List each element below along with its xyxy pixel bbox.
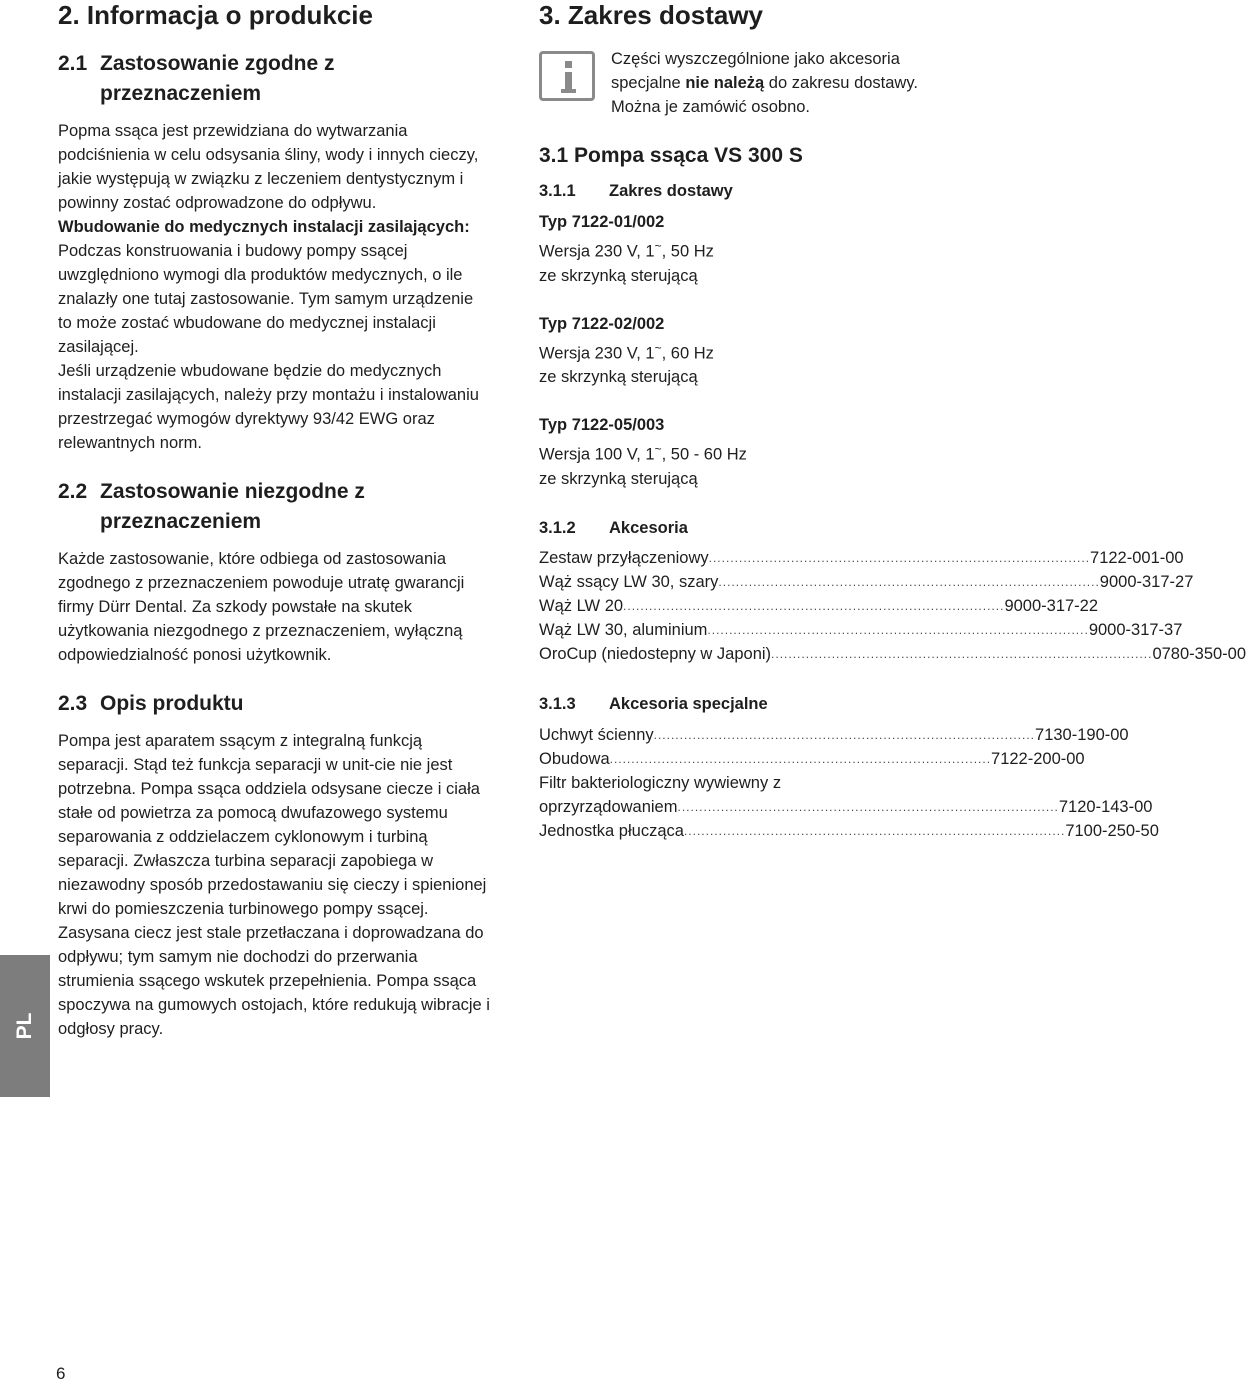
- language-tab-label: PL: [13, 1012, 36, 1040]
- list-item: [539, 570, 1194, 594]
- leader-dots: ........................................................................................: [609, 751, 992, 766]
- list-item: [539, 618, 1183, 642]
- type-control-box: ze skrzynką sterującą: [539, 368, 698, 386]
- leader-dots: ........................................................................................: [623, 598, 1005, 613]
- list-item-label: Uchwyt ścienny: [539, 725, 654, 744]
- accessories-list: [539, 546, 1246, 666]
- type-code: Typ 7122-02/002: [539, 314, 665, 333]
- left-column: [58, 0, 490, 1041]
- bold-subheading: Wbudowanie do medycznych instalacji zasilających:: [58, 218, 470, 236]
- paragraph: Każde zastosowanie, które odbiega od zastosowania zgodnego z przeznaczeniem powoduje utratę gwarancji firmy Dürr Dental. Za szkody powstałe na skutek użytkowania niezgodnego z przeznaczeniem, wyłączną odpowiedzialność ponosi użytkownik.: [58, 550, 465, 664]
- part-number: 7100-250-50: [1065, 821, 1159, 840]
- type-list: [539, 210, 960, 491]
- list-item-label: Wąż ssący LW 30, szary: [539, 572, 719, 591]
- list-item: [539, 642, 1246, 666]
- part-number: 9000-317-27: [1099, 572, 1194, 591]
- part-number: 7130-190-00: [1035, 725, 1129, 744]
- type-code: Typ 7122-01/002: [539, 213, 665, 231]
- leader-dots: ........................................................................................: [683, 823, 1066, 838]
- part-number: 7122-200-00: [991, 749, 1085, 768]
- list-item: [539, 594, 1099, 618]
- type-entry: [539, 413, 960, 491]
- section-number: 2.2: [58, 480, 88, 503]
- section-2-heading: 2. Informacja o produkcie: [58, 0, 373, 30]
- section-2-2-heading: [58, 477, 490, 537]
- type-version: Wersja 100 V, 1~, 50 - 60 Hz: [539, 442, 747, 464]
- info-note: [539, 47, 960, 119]
- part-number: 9000-317-37: [1088, 620, 1183, 639]
- list-item-label: Wąż LW 30, aluminium: [539, 620, 708, 639]
- list-item: [539, 747, 1085, 771]
- list-item: [539, 795, 1153, 819]
- list-item: [539, 819, 1159, 843]
- list-item-label: Obudowa: [539, 749, 610, 768]
- leader-dots: ........................................................................................: [653, 727, 1036, 742]
- list-item: [539, 546, 1184, 570]
- list-item-label: Filtr bakteriologiczny wywiewny z: [539, 773, 782, 792]
- part-number: 9000-317-22: [1004, 596, 1099, 615]
- leader-dots: ........................................................................................: [718, 574, 1100, 589]
- type-code: Typ 7122-05/003: [539, 416, 665, 434]
- leader-dots: ........................................................................................: [677, 799, 1059, 814]
- info-text: Części wyszczególnione jako akcesoria specjalne nie należą do zakresu dostawy. Można je zamówić osobno.: [611, 50, 918, 116]
- section-3-heading: 3. Zakres dostawy: [539, 0, 763, 30]
- list-item-label: Zestaw przyłączeniowy: [539, 548, 709, 567]
- type-control-box: ze skrzynką sterującą: [539, 266, 698, 285]
- section-number: 2.3: [58, 692, 88, 715]
- type-control-box: ze skrzynką sterującą: [539, 469, 698, 488]
- section-3-1-3-heading: 3.1.3 Akcesoria specjalne: [539, 694, 768, 713]
- list-item: [539, 723, 1129, 747]
- section-2-3-heading: [58, 689, 490, 719]
- leader-dots: ........................................................................................: [771, 646, 1153, 661]
- type-entry: [539, 312, 960, 390]
- right-column: [539, 0, 1246, 843]
- list-item-label: Wąż LW 20: [539, 596, 624, 615]
- section-title: Zastosowanie zgodne z przeznaczeniem: [100, 52, 335, 105]
- list-item-label: oprzyrządowaniem: [539, 797, 678, 816]
- special-accessories-list-continued: [539, 795, 1159, 843]
- paragraph: Jeśli urządzenie wbudowane będzie do medycznych instalacji zasilających, należy przy montażu i instalowaniu przestrzegać wymogów dyrektywy 93/42 EWG oraz relewantnych norm.: [58, 362, 479, 452]
- type-version: Wersja 230 V, 1~, 50 Hz: [539, 239, 714, 261]
- page-number: 6: [56, 1364, 66, 1383]
- section-title: Zastosowanie niezgodne z przeznaczeniem: [100, 480, 365, 533]
- section-3-1-heading: 3.1 Pompa ssąca VS 300 S: [539, 144, 803, 167]
- info-icon: [539, 51, 595, 101]
- special-accessories-list: [539, 723, 1129, 771]
- list-item-label: Jednostka płucząca: [539, 821, 684, 840]
- section-3-1-1-heading: 3.1.1 Zakres dostawy: [539, 182, 733, 200]
- section-2-1-heading: [58, 49, 490, 109]
- paragraph: Podczas konstruowania i budowy pompy ssącej uwzględniono wymogi dla produktów medycznych, o ile znalazły one tutaj zastosowanie. Tym samym urządzenie to może zostać wbudowane do medycznej instalacji zasilającej.: [58, 242, 474, 356]
- leader-dots: ........................................................................................: [707, 622, 1089, 637]
- part-number: 7120-143-00: [1058, 797, 1153, 816]
- section-title: Opis produktu: [100, 692, 244, 715]
- list-item-label: OroCup (niedostepny w Japoni): [539, 644, 772, 663]
- section-number: 2.1: [58, 52, 88, 75]
- leader-dots: ........................................................................................: [708, 550, 1091, 565]
- type-entry: [539, 210, 960, 288]
- section-3-1-2-heading: 3.1.2 Akcesoria: [539, 518, 688, 537]
- part-number: 0780-350-00: [1152, 644, 1246, 663]
- language-tab: [0, 955, 50, 1097]
- paragraph: Pompa jest aparatem ssącym z integralną funkcją separacji. Stąd też funkcja separacji w unit-cie nie jest potrzebna. Pompa ssąca oddziela odsysane ciecze i ciała stałe od powietrza za pomocą dwufazowego systemu separowania z oddzielaczem cyklonowym i turbiną separacji. Zwłaszcza turbina separacji zapobiega w niezawodny sposób przedostawaniu się cieczy i spienionej krwi do pomieszczenia turbinowego pompy ssącej. Zasysana ciecz jest stale przetłaczana i doprowadzana do odpływu; tym samym nie dochodzi do przerwania strumienia ssącego wskutek przepełnienia. Pompa ssąca spoczywa na gumowych ostojach, które redukują wibracje i odgłosy pracy.: [58, 732, 490, 1038]
- type-version: Wersja 230 V, 1~, 60 Hz: [539, 340, 714, 362]
- paragraph: Popma ssąca jest przewidziana do wytwarzania podciśnienia w celu odsysania śliny, wody i innych cieczy, jakie występują w związku z leczeniem dentystycznym i powinny zostać odprowadzone do odpływu.: [58, 122, 479, 212]
- part-number: 7122-001-00: [1090, 548, 1184, 567]
